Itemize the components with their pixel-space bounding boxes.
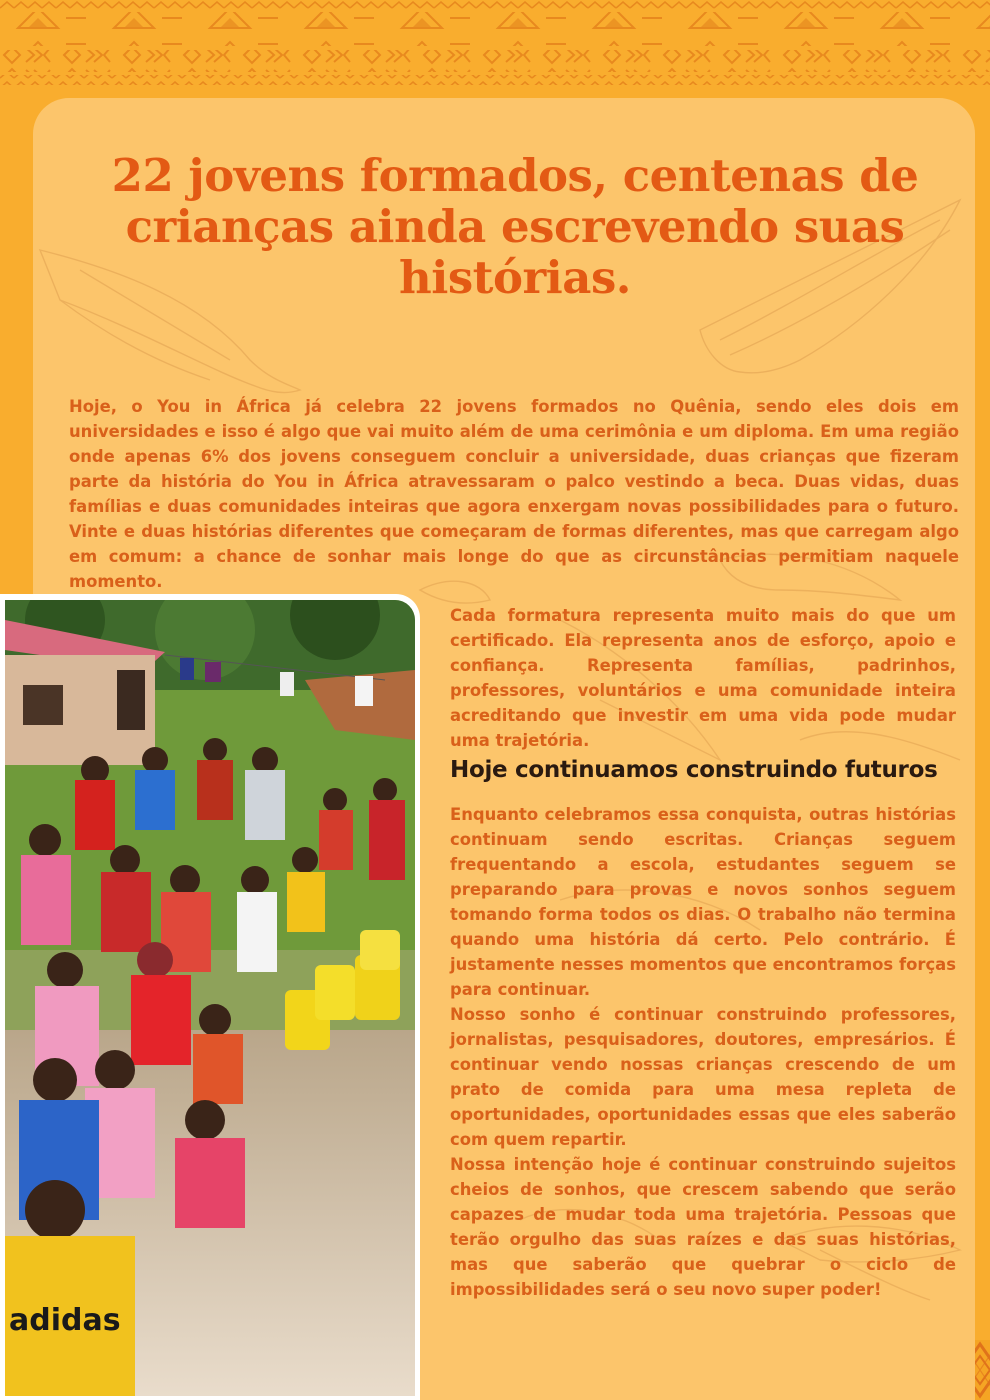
body-text [450,802,956,1302]
body-paragraph: Nossa intenção hoje é continuar construindo sujeitos cheios de sonhos, que crescem sabendo que serão capazes de mudar toda uma trajetória. Pessoas que terão orgulho das suas raízes e das suas histórias, mas que saberão que quebrar o ciclo de impossibilidades será o seu novo super poder! [450,1155,956,1299]
children-lined-up-photo-icon [5,600,415,1396]
children-photo [5,600,415,1396]
top-pattern-band [0,0,990,88]
tribal-pattern-icon [0,0,990,88]
intro-paragraph: Hoje, o You in África já celebra 22 jovens formados no Quênia, sendo eles dois em universidades e isso é algo que vai muito além de uma cerimônia e um diploma. Em uma região onde apenas 6% dos jovens conseguem concluir a universidade, duas crianças que fizeram parte da história do You in África atravessaram o palco vestindo a beca. Duas vidas, duas famílias e duas comunidades inteiras que agora enxergam novas possibilidades para o futuro. Vinte e duas histórias diferentes que começaram de formas diferentes, mas que carregam algo em comum: a chance de sonhar mais longe do que as circunstâncias permitiam naquele momento. [69,397,959,591]
body-paragraph: Enquanto celebramos essa conquista, outras histórias continuam sendo escritas. Crianças seguem frequentando a escola, estudantes seguem se preparando para provas e novos sonhos seguem tomando forma todos os dias. O trabalho não termina quando uma história dá certo. Pelo contrário. É justamente nesses momentos que encontramos forças para continuar. [450,805,956,999]
page-title: 22 jovens formados, centenas de crianças ainda escrevendo suas histórias. [111,149,919,304]
shirt-text: adidas [9,1303,121,1338]
body-paragraph: Nosso sonho é continuar construindo professores, jornalistas, pesquisadores, doutores, empresários. É continuar vendo nossas crianças crescendo de um prato de comida para uma mesa repleta de oportunidades, oportunidades essas que eles saberão com quem repartir. [450,1005,956,1149]
graduation-paragraph: Cada formatura representa muito mais do que um certificado. Ela representa anos de esforço, apoio e confiança. Representa famílias, padrinhos, professores, voluntários e uma comunidade inteira acreditando que investir em uma vida pode mudar uma trajetória. [450,606,956,750]
section-heading: Hoje continuamos construindo futuros [450,757,938,783]
